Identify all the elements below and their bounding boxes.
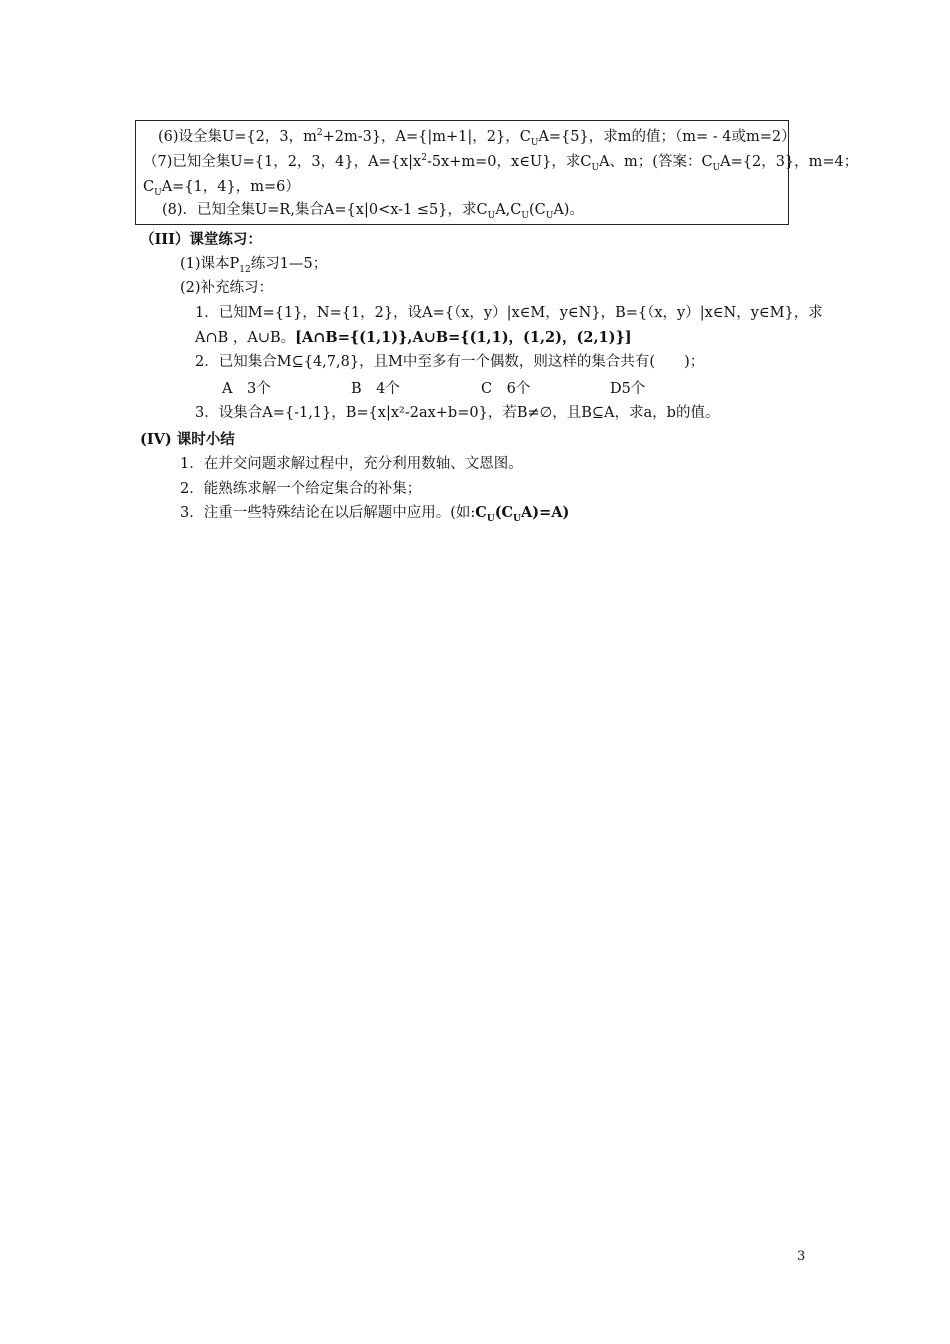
option-b: B 4个 (351, 381, 400, 397)
page-number: 3 (797, 1249, 806, 1264)
practice-1: (1)课本$P_{12}$练习1—5； (180, 256, 328, 275)
section-4-heading: (IV) 课时小结 (140, 431, 235, 448)
option-a: A 3个 (222, 381, 271, 397)
exercise-7-line2: $C_UA=\{1$，4}，m=6） (143, 179, 300, 198)
summary-item-3: 3．注重一些特殊结论在以后解题中应用。(如$:C_U(C_UA)=A$) (180, 504, 570, 524)
question-3: 3．设集合A={-1,1}，B={x|x²-2ax+b=0}，若B≠∅，且B⊆A，求a，b的值。 (195, 405, 720, 421)
practice-2: (2)补充练习： (180, 280, 274, 296)
question-1-line1: 1．已知M={1}，N={1，2}，设A={（x，y）|x∈M，y∈N}，B={（x，y）|x∈N，y∈M}，求 (195, 305, 823, 321)
section-3-heading: （III）课堂练习： (140, 231, 262, 248)
exercise-7-line1: （7)已知全集U={1，2，3，4}，$A=\{x|x^2-5x+m=0$，x∈U}，求$C_UA$、m；(答案：$C_UA=\{2$，3}，m=4； (143, 153, 859, 173)
question-1-line2: A∩B ，A∪B。[A∩B={(1,1)},A∪B={(1,1)，(1,2)，(2,1)}] (195, 329, 632, 346)
exercise-6: (6)设全集U={2，3，$m^2+2m-3$}，A={|m+1|，2}，$C_UA=\{5\}$，求m的值；（m= - 4或m=2） (158, 128, 796, 148)
summary-formula: $C_U(C_UA)=A$) (475, 504, 570, 524)
question-2: 2．已知集合M⊆{4,7,8}，且M中至多有一个偶数，则这样的集合共有( )； (195, 354, 705, 370)
exercise-8: (8)．已知全集U=R,集合A={x|0<x-1 ≤5}，求$C_UA,C_U(C_UA)$。 (162, 202, 584, 221)
summary-item-1: 1．在并交问题求解过程中，充分利用数轴、文恩图。 (180, 456, 523, 472)
summary-item-2: 2．能熟练求解一个给定集合的补集； (180, 481, 422, 497)
question-1-answer: [A∩B={(1,1)},A∪B={(1,1)，(1,2)，(2,1)}] (295, 329, 632, 346)
option-c: C 6个 (481, 381, 531, 397)
option-d: D5个 (610, 381, 646, 397)
